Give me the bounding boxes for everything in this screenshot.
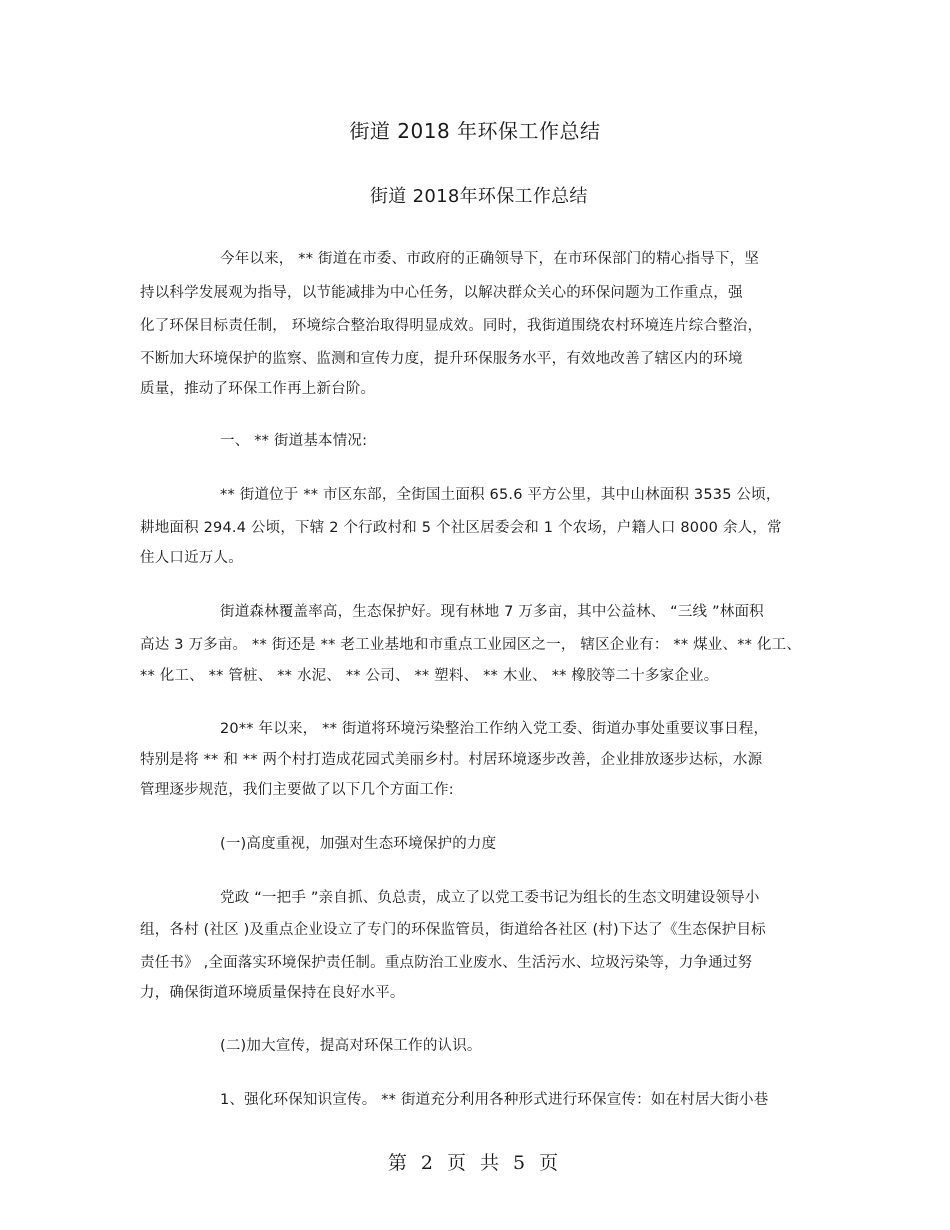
paragraph-line: 化了环保目标责任制， 环境综合整治取得明显成效。同时，我街道围绕农村环境连片综合整治， [140,318,763,334]
section-heading: 一、 ** 街道基本情况: [220,433,368,449]
paragraph-line: ** 街道位于 ** 市区东部，全街国土面积 65.6 平方公里，其中山林面积 3535 公顷， [220,487,781,503]
paragraph-line: 党政 “一把手 ”亲自抓、负总责，成立了以党工委书记为组长的生态文明建设领导小 [220,890,760,906]
document-subtitle: 街道 2018年环保工作总结 [370,186,588,207]
paragraph-line: 1、强化环保知识宣传。 ** 街道充分利用各种形式进行环保宣传：如在村居大街小巷 [220,1092,769,1108]
paragraph-line: 街道森林覆盖率高，生态保护好。现有林地 7 万多亩，其中公益林、 “三线 ”林面积 [220,604,764,620]
paragraph-line: ** 化工、 ** 管桩、 ** 水泥、 ** 公司、 ** 塑料、 ** 木业、 ** 橡胶等二十多家企业。 [140,668,719,684]
document-title: 街道 2018 年环保工作总结 [349,119,601,143]
paragraph-line: 管理逐步规范，我们主要做了以下几个方面工作: [140,782,454,798]
paragraph-line: 组，各村 (社区 )及重点企业设立了专门的环保监管员，街道给各社区 (村)下达了《生态保护目标 [140,922,766,938]
paragraph-line: 持以科学发展观为指导，以节能减排为中心任务，以解决群众关心的环保问题为工作重点，强 [140,285,743,301]
paragraph-line: 特别是将 ** 和 ** 两个村打造成花园式美丽乡村。村居环境逐步改善，企业排放逐步达标，水源 [140,752,763,768]
paragraph-line: 今年以来， ** 街道在市委、市政府的正确领导下，在市环保部门的精心指导下，坚 [220,251,760,267]
paragraph-line: 责任书》 ,全面落实环境保护责任制。重点防治工业废水、生活污水、垃圾污染等，力争通过努 [140,955,753,971]
subsection-heading: (一)高度重视，加强对生态环境保护的力度 [220,836,497,852]
page-number: 第 2 页 共 5 页 [387,1152,563,1174]
paragraph-line: 住人口近万人。 [140,550,243,566]
paragraph-line: 不断加大环境保护的监察、监测和宣传力度，提升环保服务水平，有效地改善了辖区内的环境 [140,351,743,367]
paragraph-line: 高达 3 万多亩。 ** 街还是 ** 老工业基地和市重点工业园区之一， 辖区企业有： ** 煤业、** 化工、 [140,637,802,653]
paragraph-line: 质量，推动了环保工作再上新台阶。 [140,381,376,397]
subsection-heading: (二)加大宣传，提高对环保工作的认识。 [220,1038,482,1054]
paragraph-line: 耕地面积 294.4 公顷，下辖 2 个行政村和 5 个社区居委会和 1 个农场，户籍人口 8000 余人，常 [140,520,782,536]
paragraph-line: 20** 年以来， ** 街道将环境污染整治工作纳入党工委、街道办事处重要议事日程， [220,721,769,737]
paragraph-line: 力，确保街道环境质量保持在良好水平。 [140,985,405,1001]
